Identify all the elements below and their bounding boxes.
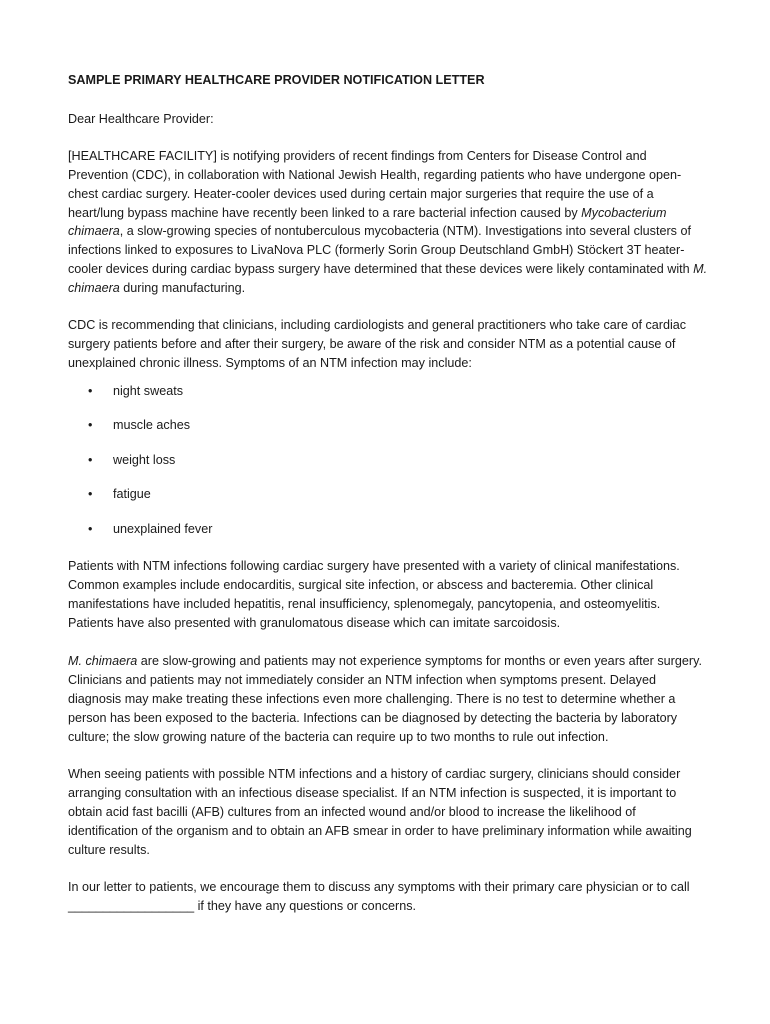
symptom-item (68, 451, 708, 486)
bullet-icon: • (88, 452, 93, 467)
symptom-label: night sweats (113, 383, 184, 398)
bullet-icon: • (88, 521, 93, 536)
paragraph-findings-text-2: , a slow-growing species of nontuberculous mycobacteria (NTM). Investigations into several clusters of infections linked to exposures to LivaNova PLC (formerly Sorin Group Deutschland GmbH) Stöckert 3T heater-cooler devices during cardiac bypass surgery have determined that these devices were likely contaminated with (68, 224, 694, 277)
paragraph-patient-letter: In our letter to patients, we encourage them to discuss any symptoms with their primary care physician or to call __________________ if they have any questions or concerns. (68, 879, 690, 913)
symptom-label: fatigue (113, 487, 151, 502)
symptom-item (68, 485, 708, 520)
organism-short-name: M. chimaera (68, 653, 138, 668)
paragraph-recommendation: CDC is recommending that clinicians, including cardiologists and general practitioners who take care of cardiac surgery patients before and after their surgery, be aware of the risk and consider NTM as a potential cause of unexplained chronic illness. Symptoms of an NTM infection may include: (68, 318, 687, 370)
paragraph-findings-text-1: [HEALTHCARE FACILITY] is notifying providers of recent findings from Centers for Disease Control and Prevention (CDC), in collaboration with National Jewish Health, regarding patients who have undergone open-chest cardiac surgery. Heater-cooler devices used during certain major surgeries that require the use of a heart/lung bypass machine have recently been linked to a rare bacterial infection caused by (68, 148, 682, 220)
symptom-label: muscle aches (113, 418, 190, 433)
paragraph-manifestations: Patients with NTM infections following cardiac surgery have presented with a variety of clinical manifestations. Common examples include endocarditis, surgical site infection, or abscess and bacteremia. Other clinical manifestations have included hepatitis, renal insufficiency, splenomegaly, pancytopenia, and osteomyelitis. Patients have also presented with granulomatous disease which can imitate sarcoidosis. (68, 559, 680, 630)
symptom-item (68, 520, 708, 555)
salutation: Dear Healthcare Provider: (68, 111, 214, 126)
letter-title: SAMPLE PRIMARY HEALTHCARE PROVIDER NOTIFICATION LETTER (68, 73, 485, 87)
symptom-label: unexplained fever (113, 521, 213, 536)
paragraph-consultation: When seeing patients with possible NTM infections and a history of cardiac surgery, clinicians should consider arranging consultation with an infectious disease specialist. If an NTM infection is suspected, it is important to obtain acid fast bacilli (AFB) cultures from an infected wound and/or blood to increase the likelihood of identification of the organism and to obtain an AFB smear in order to have preliminary information while awaiting culture results. (68, 767, 692, 858)
organism-name: Mycobacterium chimaera (68, 205, 667, 239)
symptom-item (68, 382, 708, 417)
symptom-list (68, 382, 708, 555)
letter-body (68, 71, 708, 916)
bullet-icon: • (88, 418, 93, 433)
bullet-icon: • (88, 487, 93, 502)
paragraph-findings (68, 147, 708, 298)
symptom-label: weight loss (113, 452, 176, 467)
paragraph-slow-growth (68, 652, 708, 747)
bullet-icon: • (88, 383, 93, 398)
paragraph-slow-growth-text: are slow-growing and patients may not experience symptoms for months or even years after surgery. Clinicians and patients may not immediately consider an NTM infection when symptoms present. Delayed diagnosis may make treating these infections even more challenging. There is no test to determine whether a person has been exposed to the bacteria. Infections can be diagnosed by detecting the bacteria by laboratory culture; the slow growing nature of the bacteria can require up to two months to rule out infection. (68, 653, 702, 744)
symptom-item (68, 416, 708, 451)
paragraph-findings-text-3: during manufacturing. (119, 281, 246, 296)
organism-short-name: M. chimaera (68, 262, 708, 296)
